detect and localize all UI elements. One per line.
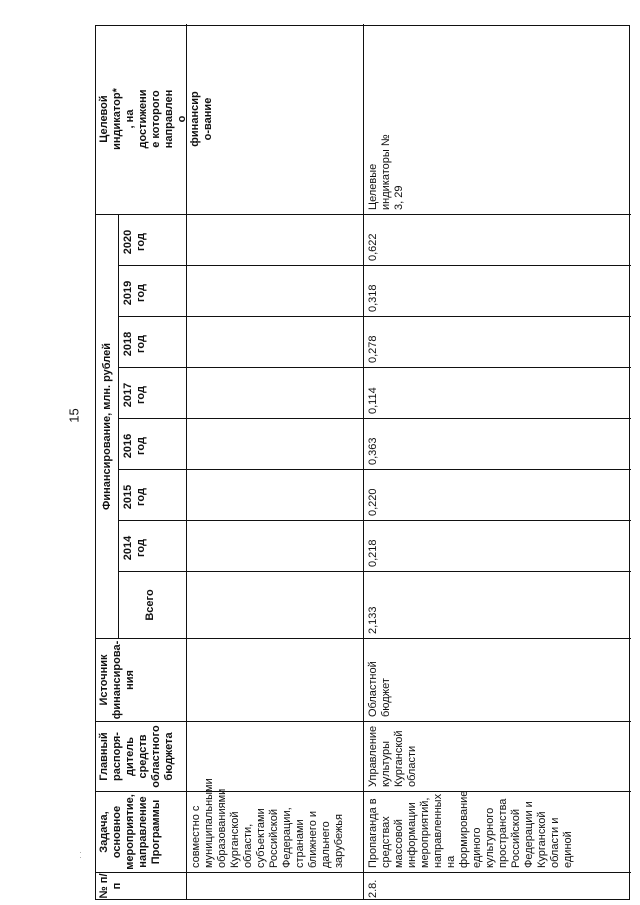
header-total: Всего <box>144 589 156 621</box>
row2-num: 2.8. <box>367 879 379 898</box>
row2-source: Областной бюджет <box>367 661 392 717</box>
header-source: Источник финансирова-ния <box>98 640 136 720</box>
row2-2017: 0,114 <box>367 387 379 414</box>
row1-2015 <box>187 470 193 520</box>
row1-2018 <box>187 317 193 367</box>
row1-2019 <box>187 266 193 316</box>
header-year-2020: 2020 год <box>122 229 147 255</box>
header-task: Задача, основное мероприятие, направление Программы <box>98 794 162 870</box>
financing-header-divider <box>118 215 119 639</box>
row2-task: Пропаганда в средствах массовой информации мероприятий, направленных на формирование единого культурного пространства Российской Федерации и Курганской области и единой <box>367 790 574 868</box>
header-indicator: Целевой индикатор*, на достижение которого направлено финансиро-вание <box>98 88 214 150</box>
row2-2019: 0,318 <box>367 284 379 312</box>
header-num: № п/п <box>98 873 123 899</box>
header-year-2014: 2014 год <box>122 535 147 561</box>
row2-2014: 0,218 <box>367 539 379 567</box>
header-year-2016: 2016 год <box>122 433 147 459</box>
header-financing: Финансирование, млн. рублей <box>101 342 113 511</box>
row1-manager <box>187 722 193 791</box>
margin-mark: . . <box>72 851 83 859</box>
row1-total <box>187 572 193 638</box>
row2-2015: 0,220 <box>367 488 379 516</box>
row2-indicator: Целевые индикаторы № 3, 29 <box>367 134 405 210</box>
header-year-2017: 2017 год <box>122 382 147 408</box>
document-page <box>95 25 630 900</box>
header-year-2015: 2015 год <box>122 484 147 510</box>
header-year-2019: 2019 год <box>122 280 147 306</box>
row2-2016: 0,363 <box>367 437 379 465</box>
header-manager: Главный распоря-дитель средств областного бюджета <box>98 725 175 788</box>
row1-2016 <box>187 419 193 469</box>
row1-2020 <box>187 215 193 265</box>
row1-task: совместно с муниципальными образованиями Курганской области, субъектами Российской Федерации, странами ближнего и дальнего зарубежья <box>190 778 345 868</box>
header-year-2018: 2018 год <box>122 331 147 357</box>
row1-indicator <box>187 24 193 214</box>
row2-2020: 0,622 <box>367 233 379 261</box>
row1-2014 <box>187 521 193 571</box>
page-number: 15 <box>66 408 82 423</box>
row1-source <box>187 639 193 721</box>
row2-2018: 0,278 <box>367 335 379 363</box>
row1-num <box>187 873 193 899</box>
row2-total: 2,133 <box>367 606 379 634</box>
row1-2017 <box>187 368 193 418</box>
financing-table <box>95 25 630 900</box>
row2-manager: Управление культуры Курганской области <box>367 725 418 787</box>
